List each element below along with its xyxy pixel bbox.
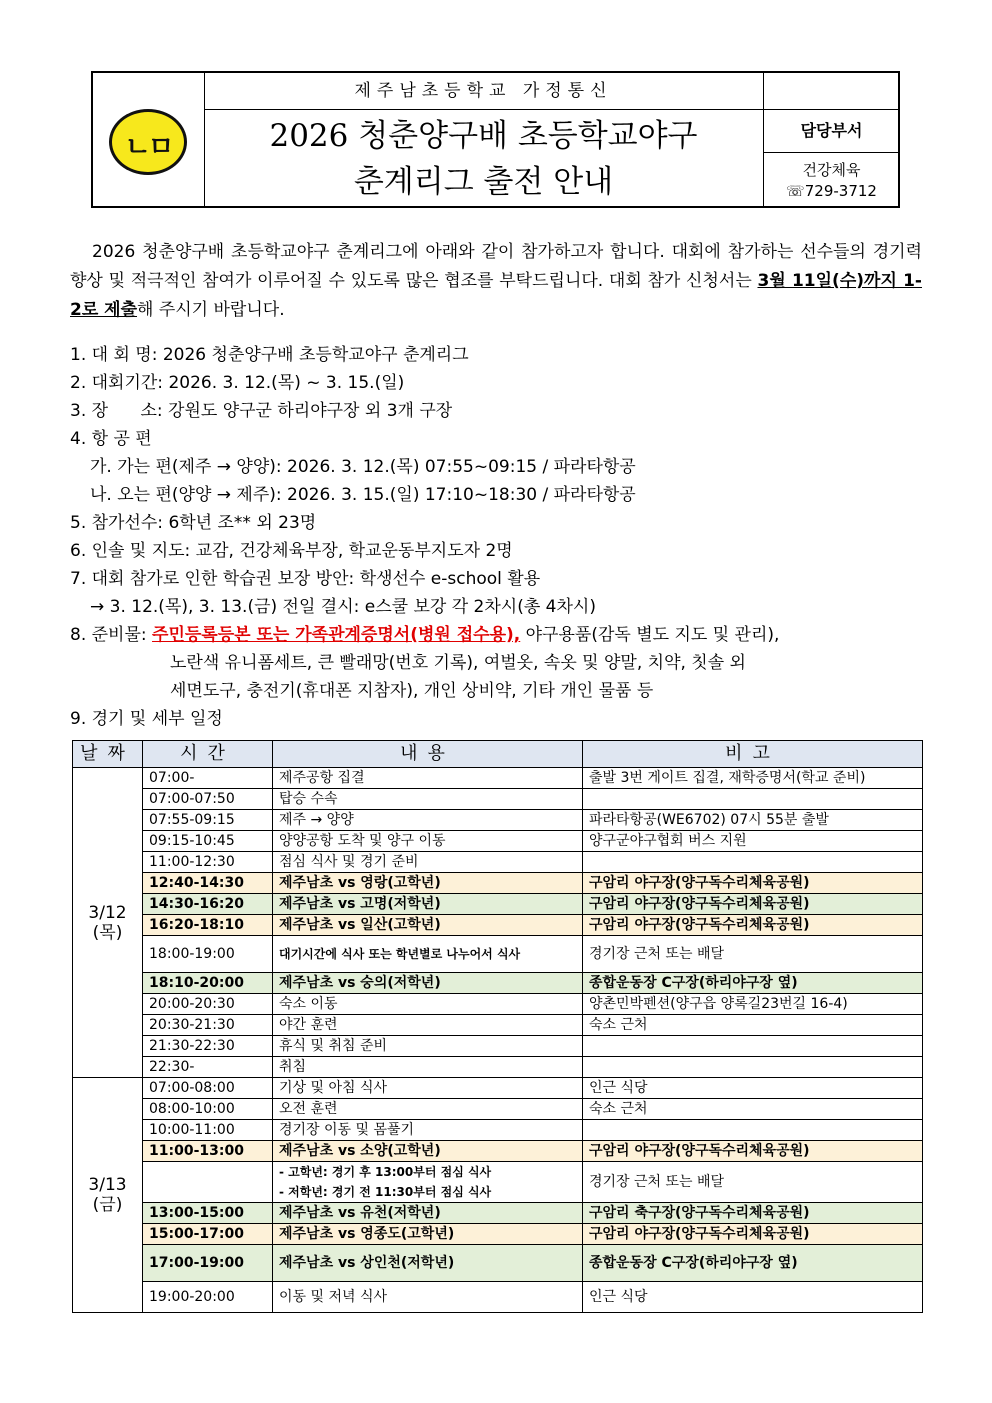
time-cell: 07:00-: [143, 768, 273, 789]
note-cell: 종합운동장 C구장(하리야구장 옆): [583, 1245, 923, 1282]
table-row: [73, 768, 923, 789]
day2-rows: [73, 1078, 923, 1313]
table-row: [73, 1015, 923, 1036]
info-list: [70, 341, 922, 733]
content-cell: 제주공항 집결: [273, 768, 583, 789]
item-learning-detail: → 3. 12.(목), 3. 13.(금) 전일 결시: e스쿨 보강 각 2차시(총 4차시): [90, 597, 596, 617]
time-cell: 18:00-19:00: [143, 936, 273, 973]
content-cell: 이동 및 저녁 식사: [273, 1282, 583, 1313]
supplies-required-docs: 주민등록등본 또는 가족관계증명서(병원 접수용),: [152, 625, 521, 645]
dept-phone: ☏729-3712: [786, 182, 877, 200]
table-row: [73, 1203, 923, 1224]
time-cell: 19:00-20:00: [143, 1282, 273, 1313]
table-row: [73, 1057, 923, 1078]
table-row: [73, 1282, 923, 1313]
time-cell: 20:30-21:30: [143, 1015, 273, 1036]
content-cell: 휴식 및 취침 준비: [273, 1036, 583, 1057]
content-cell: 오전 훈련: [273, 1099, 583, 1120]
table-row: [73, 973, 923, 994]
note-cell: [583, 852, 923, 873]
content-cell: 야간 훈련: [273, 1015, 583, 1036]
time-cell: 11:00-13:00: [143, 1141, 273, 1162]
time-cell: 12:40-14:30: [143, 873, 273, 894]
item-flight: 4. 항 공 편: [70, 429, 152, 449]
content-cell: 기상 및 아침 식사: [273, 1078, 583, 1099]
title-line-2: 춘계리그 출전 안내: [353, 164, 614, 200]
note-cell: 구암리 야구장(양구독수리체육공원): [583, 915, 923, 936]
time-cell: 11:00-12:30: [143, 852, 273, 873]
time-cell: 08:00-10:00: [143, 1099, 273, 1120]
content-line: - 고학년: 경기 후 13:00부터 점심 식사: [279, 1165, 492, 1179]
item-players: 5. 참가선수: 6학년 조** 외 23명: [70, 513, 317, 533]
note-cell: 구암리 야구장(양구독수리체육공원): [583, 894, 923, 915]
item-supplies: [70, 621, 922, 649]
time-cell: 16:20-18:10: [143, 915, 273, 936]
note-cell: 구암리 야구장(양구독수리체육공원): [583, 1224, 923, 1245]
item-flight-out: 가. 가는 편(제주 → 양양): 2026. 3. 12.(목) 07:55~09:15 / 파라타항공: [90, 457, 636, 477]
time-cell: 07:00-07:50: [143, 789, 273, 810]
note-cell: 경기장 근처 또는 배달: [583, 1162, 923, 1203]
schedule-table: [72, 740, 923, 1313]
school-logo: [109, 109, 187, 175]
time-cell: 18:10-20:00: [143, 973, 273, 994]
time-cell: 17:00-19:00: [143, 1245, 273, 1282]
table-row: [73, 915, 923, 936]
item-period: 2. 대회기간: 2026. 3. 12.(목) ~ 3. 15.(일): [70, 373, 405, 393]
supplies-rest: 야구용품(감독 별도 지도 및 관리),: [520, 625, 780, 645]
date-cell: 3/13 (금): [73, 1078, 143, 1313]
table-row: [73, 831, 923, 852]
table-row: [73, 1036, 923, 1057]
note-cell: 구암리 축구장(양구독수리체육공원): [583, 1203, 923, 1224]
note-cell: [583, 789, 923, 810]
content-cell: 양양공항 도착 및 양구 이동: [273, 831, 583, 852]
note-cell: 양촌민박펜션(양구읍 양록길23번길 16-4): [583, 994, 923, 1015]
time-cell: 22:30-: [143, 1057, 273, 1078]
dept-name: 건강체육: [802, 161, 861, 179]
content-cell: 취침: [273, 1057, 583, 1078]
content-cell: 대기시간에 식사 또는 학년별로 나누어서 식사: [273, 936, 583, 973]
time-cell: [143, 1162, 273, 1203]
logo-text: ㄴㅁ: [124, 132, 172, 163]
item-supplies-line-3: 세면도구, 충전기(휴대폰 지참자), 개인 상비약, 기타 개인 물품 등: [170, 681, 654, 701]
note-cell: 출발 3번 게이트 집결, 재학증명서(학교 준비): [583, 768, 923, 789]
note-cell: [583, 1036, 923, 1057]
document-header: [91, 71, 900, 208]
item-flight-return: 나. 오는 편(양양 → 제주): 2026. 3. 15.(일) 17:10~18:30 / 파라타항공: [90, 485, 636, 505]
time-cell: 07:00-08:00: [143, 1078, 273, 1099]
content-cell: 제주남초 vs 영랑(고학년): [273, 873, 583, 894]
content-cell: 제주남초 vs 고명(저학년): [273, 894, 583, 915]
note-cell: 인근 식당: [583, 1078, 923, 1099]
intro-text: 2026 청춘양구배 초등학교야구 춘계리그에 아래와 같이 참가하고자 합니다. 대회에 참가하는 선수들의 경기력 향상 및 적극적인 참여가 이루어질 수 있도록 많은 협조를 부탁드립니다. 대회 참가 신청서는: [70, 242, 922, 291]
logo-cell: [93, 73, 205, 206]
header-content: 내용: [273, 741, 583, 768]
table-row: [73, 1245, 923, 1282]
time-cell: 09:15-10:45: [143, 831, 273, 852]
content-cell: 제주남초 vs 숭의(저학년): [273, 973, 583, 994]
note-cell: 경기장 근처 또는 배달: [583, 936, 923, 973]
header-note: 비고: [583, 741, 923, 768]
dept-label: 담당부서: [764, 110, 899, 153]
day1-rows: [73, 768, 923, 1078]
time-cell: 21:30-22:30: [143, 1036, 273, 1057]
table-row: [73, 789, 923, 810]
note-cell: 파라타항공(WE6702) 07시 55분 출발: [583, 810, 923, 831]
content-cell: 탑승 수속: [273, 789, 583, 810]
item-schedule-heading: 9. 경기 및 세부 일정: [70, 709, 223, 729]
note-cell: [583, 1120, 923, 1141]
content-cell: 제주남초 vs 일산(고학년): [273, 915, 583, 936]
table-row: [73, 1120, 923, 1141]
table-row: [73, 1224, 923, 1245]
note-cell: 종합운동장 C구장(하리야구장 옆): [583, 973, 923, 994]
item-supplies-line-2: 노란색 유니폼세트, 큰 빨래망(번호 기록), 여벌옷, 속옷 및 양말, 치약, 칫솔 외: [170, 653, 746, 673]
table-row: [73, 852, 923, 873]
table-row: [73, 1141, 923, 1162]
note-cell: 구암리 야구장(양구독수리체육공원): [583, 1141, 923, 1162]
note-cell: 양구군야구협회 버스 지원: [583, 831, 923, 852]
time-cell: 10:00-11:00: [143, 1120, 273, 1141]
document-title: [204, 110, 763, 206]
content-cell: 제주남초 vs 소양(고학년): [273, 1141, 583, 1162]
supplies-prefix: 8. 준비물:: [70, 625, 153, 645]
title-line-1: 2026 청춘양구배 초등학교야구: [269, 118, 698, 154]
table-header-row: [73, 741, 923, 768]
table-row: [73, 1078, 923, 1099]
content-line: - 저학년: 경기 전 11:30부터 점심 식사: [279, 1185, 492, 1199]
item-event-name: 1. 대 회 명: 2026 청춘양구배 초등학교야구 춘계리그: [70, 345, 469, 365]
table-row: [73, 894, 923, 915]
date-cell: 3/12 (목): [73, 768, 143, 1078]
intro-text-end: 해 주시기 바랍니다.: [137, 300, 285, 320]
content-cell: 제주남초 vs 상인천(저학년): [273, 1245, 583, 1282]
header-time: 시간: [143, 741, 273, 768]
content-cell: 숙소 이동: [273, 994, 583, 1015]
content-cell: 경기장 이동 및 몸풀기: [273, 1120, 583, 1141]
note-cell: 인근 식당: [583, 1282, 923, 1313]
content-cell: 제주 → 양양: [273, 810, 583, 831]
time-cell: 20:00-20:30: [143, 994, 273, 1015]
time-cell: 14:30-16:20: [143, 894, 273, 915]
item-staff: 6. 인솔 및 지도: 교감, 건강체육부장, 학교운동부지도자 2명: [70, 541, 513, 561]
content-cell: 제주남초 vs 유천(저학년): [273, 1203, 583, 1224]
table-row: [73, 1162, 923, 1203]
table-row: [73, 1099, 923, 1120]
table-row: [73, 936, 923, 973]
table-row: [73, 810, 923, 831]
content-cell: 점심 식사 및 경기 준비: [273, 852, 583, 873]
item-venue: 3. 장 소: 강원도 양구군 하리야구장 외 3개 구장: [70, 401, 453, 421]
note-cell: 숙소 근처: [583, 1015, 923, 1036]
note-cell: [583, 1057, 923, 1078]
note-cell: 구암리 야구장(양구독수리체육공원): [583, 873, 923, 894]
item-learning: 7. 대회 참가로 인한 학습권 보장 방안: 학생선수 e-school 활용: [70, 569, 541, 589]
content-cell: 제주남초 vs 영종도(고학년): [273, 1224, 583, 1245]
time-cell: 07:55-09:15: [143, 810, 273, 831]
newsletter-label: 제주남초등학교 가정통신: [204, 73, 763, 110]
content-cell: [273, 1162, 583, 1203]
table-row: [73, 994, 923, 1015]
intro-paragraph: [70, 238, 922, 325]
time-cell: 13:00-15:00: [143, 1203, 273, 1224]
time-cell: 15:00-17:00: [143, 1224, 273, 1245]
note-cell: 숙소 근처: [583, 1099, 923, 1120]
intro-deadline: 3월 11일(수)까지 1-2로 제출: [70, 271, 922, 320]
header-date: 날짜: [73, 741, 143, 768]
department-box: [763, 109, 899, 207]
dept-top-cell: [763, 73, 899, 109]
table-row: [73, 873, 923, 894]
